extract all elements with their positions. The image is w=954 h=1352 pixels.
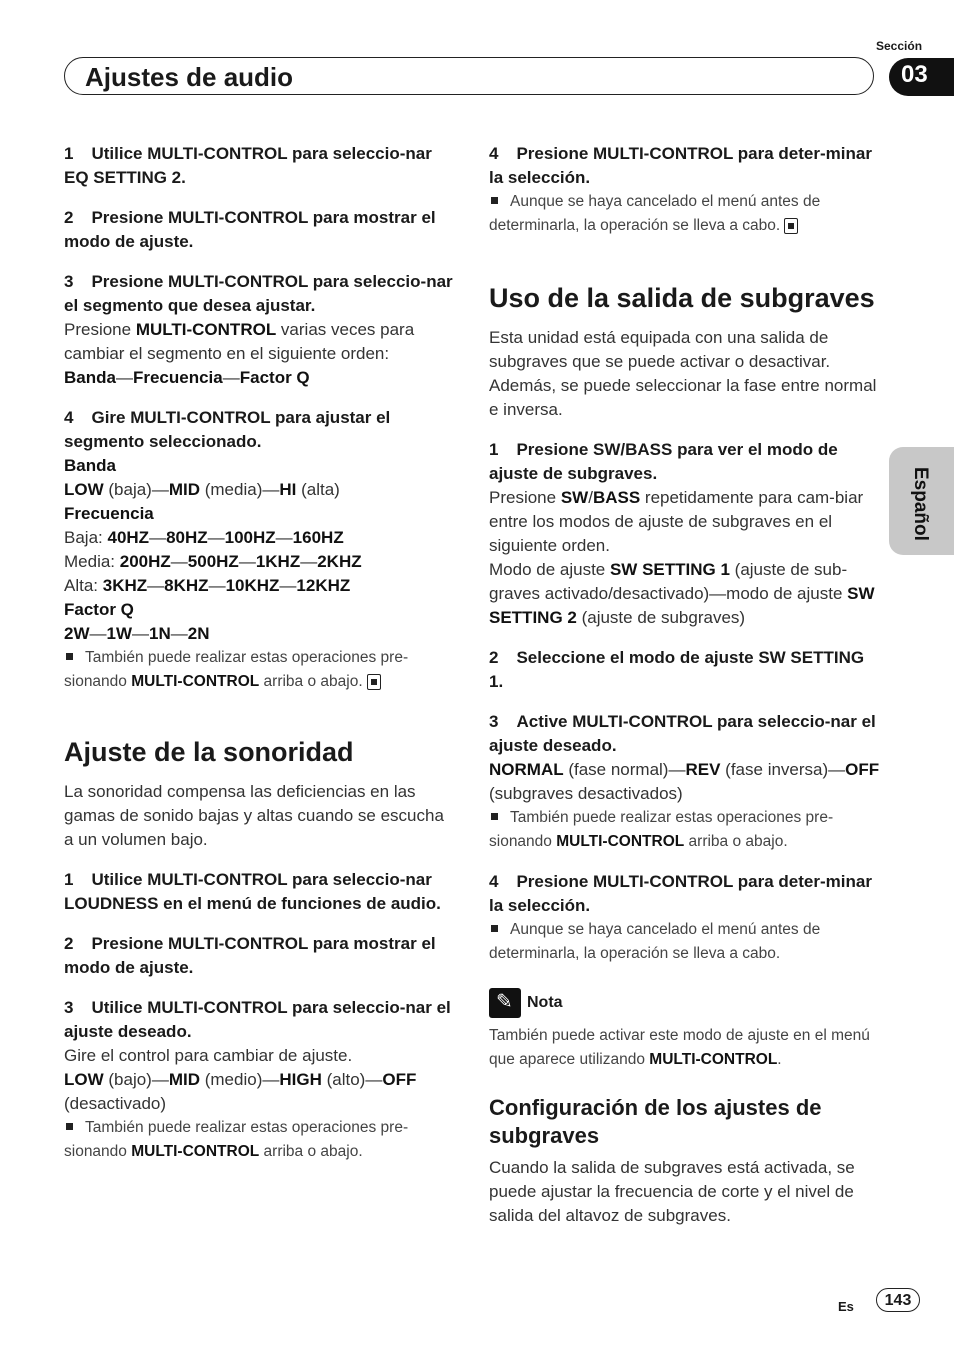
sub-step-4: 4 Presione MULTI-CONTROL para deter-minar la selección.	[489, 872, 872, 915]
step-2: 2 Presione MULTI-CONTROL para mostrar el modo de ajuste.	[64, 208, 436, 251]
loud-step-3-body: Gire el control para cambiar de ajuste.	[64, 1046, 353, 1065]
note-pencil-icon	[489, 988, 521, 1018]
language-code: Es	[838, 1299, 854, 1314]
language-label: Español	[910, 467, 931, 541]
freq-alta: Alta: 3KHZ—8KHZ—10KHZ—12KHZ	[64, 576, 351, 595]
language-tab	[889, 447, 954, 555]
note-text: También puede activar este modo de ajuste en el menú que aparece utilizando MULTI-CONTROL.	[489, 1027, 870, 1068]
heading-configuracion: Configuración de los ajustes de subgraves	[489, 1095, 822, 1148]
loud-values: LOW (bajo)—MID (medio)—HIGH (alto)—OFF (desactivado)	[64, 1070, 417, 1113]
section-label: Sección	[876, 39, 923, 53]
heading-subgraves: Uso de la salida de subgraves	[489, 283, 875, 313]
note-heading: ✎ Nota	[489, 988, 881, 1018]
step-4: 4 Presione MULTI-CONTROL para deter-minar la selección.	[489, 144, 872, 187]
header-bar	[64, 57, 874, 95]
frecuencia-label: Frecuencia	[64, 504, 154, 523]
step-3-body: Presione MULTI-CONTROL varias veces para cambiar el segmento en el siguiente orden:	[64, 320, 415, 363]
configuracion-body: Cuando la salida de subgraves está activada, se puede ajustar la frecuencia de corte y el nivel de salida del altavoz de subgraves.	[489, 1158, 855, 1225]
bullet-note: Aunque se haya cancelado el menú antes de determinarla, la operación se lleva a cabo.	[489, 193, 821, 234]
banda-label: Banda	[64, 456, 116, 475]
sub-step-1-modes: Modo de ajuste SW SETTING 1 (ajuste de sub-graves activado/desactivado)—modo de ajuste SW SETTING 2 (ajuste de subgraves)	[489, 560, 875, 627]
end-mark-icon	[784, 218, 798, 234]
factorq-label: Factor Q	[64, 600, 134, 619]
step-3: 3 Presione MULTI-CONTROL para seleccio-nar el segmento que desea ajustar.	[64, 272, 453, 315]
page-number: 143	[876, 1288, 920, 1312]
step-1: 1 Utilice MULTI-CONTROL para seleccio-nar EQ SETTING 2.	[64, 144, 432, 187]
loud-step-1: 1 Utilice MULTI-CONTROL para seleccio-nar LOUDNESS en el menú de funciones de audio.	[64, 870, 441, 913]
bullet-note: Aunque se haya cancelado el menú antes de determinarla, la operación se lleva a cabo.	[489, 921, 821, 962]
heading-sonoridad: Ajuste de la sonoridad	[64, 737, 354, 767]
sub-step-1: 1 Presione SW/BASS para ver el modo de ajuste de subgraves.	[489, 440, 838, 483]
page-title: Ajustes de audio	[85, 62, 294, 92]
banda-values: LOW (baja)—MID (media)—HI (alta)	[64, 480, 340, 499]
bullet-note: También puede realizar estas operaciones pre-sionando MULTI-CONTROL arriba o abajo.	[64, 649, 409, 690]
loud-step-2: 2 Presione MULTI-CONTROL para mostrar el modo de ajuste.	[64, 934, 436, 977]
right-column	[489, 142, 881, 1228]
factorq-values: 2W—1W—1N—2N	[64, 624, 210, 643]
sonoridad-intro: La sonoridad compensa las deficiencias en las gamas de sonido bajas y altas cuando se escucha a un volumen bajo.	[64, 782, 444, 849]
bullet-note: También puede realizar estas operaciones pre-sionando MULTI-CONTROL arriba o abajo.	[64, 1119, 409, 1160]
step-4: 4 Gire MULTI-CONTROL para ajustar el segmento seleccionado.	[64, 408, 391, 451]
sub-step-2: 2 Seleccione el modo de ajuste SW SETTING 1.	[489, 648, 865, 691]
sub-step-3: 3 Active MULTI-CONTROL para seleccio-nar el ajuste deseado.	[489, 712, 876, 755]
loud-step-3: 3 Utilice MULTI-CONTROL para seleccio-nar el ajuste deseado.	[64, 998, 451, 1041]
sub-step-3-values: NORMAL (fase normal)—REV (fase inversa)—OFF (subgraves desactivados)	[489, 760, 880, 803]
bullet-note: También puede realizar estas operaciones pre-sionando MULTI-CONTROL arriba o abajo.	[489, 809, 834, 850]
left-column	[64, 142, 456, 1164]
end-mark-icon	[367, 674, 381, 690]
freq-media: Media: 200HZ—500HZ—1KHZ—2KHZ	[64, 552, 362, 571]
section-number-badge: 03	[889, 58, 954, 96]
subgraves-intro: Esta unidad está equipada con una salida de subgraves que se puede activar o desactivar. Además, se puede seleccionar la fase entre normal e inversa.	[489, 328, 877, 419]
freq-baja: Baja: 40HZ—80HZ—100HZ—160HZ	[64, 528, 344, 547]
sub-step-1-body: Presione SW/BASS repetidamente para cam-biar entre los modos de ajuste de subgraves en el siguiente orden.	[489, 488, 864, 555]
segment-order: Banda—Frecuencia—Factor Q	[64, 368, 310, 387]
